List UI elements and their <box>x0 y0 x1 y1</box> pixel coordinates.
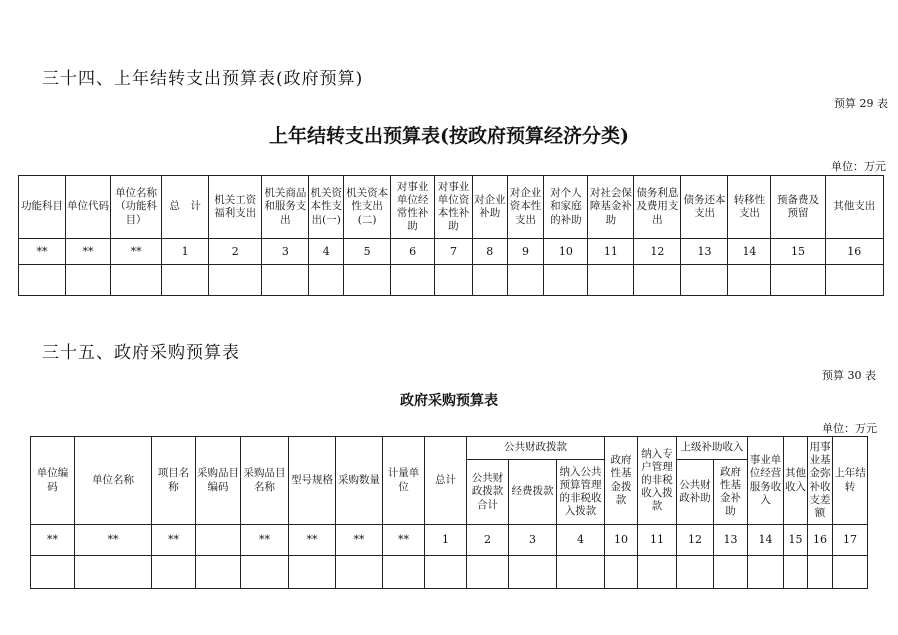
col-header: 单位编码 <box>31 437 75 525</box>
table-cell: 14 <box>748 525 784 556</box>
col-header: 采购品目编码 <box>196 437 241 525</box>
table-cell <box>808 556 833 589</box>
table-number: 预算 29 表 <box>834 97 888 110</box>
unit-label: 单位：万元 <box>831 160 886 173</box>
col-header: 机关工资福利支出 <box>209 176 262 239</box>
table-row <box>31 556 868 589</box>
table-cell <box>681 265 728 296</box>
table-cell: 2 <box>209 239 262 265</box>
col-header: 单位名称 <box>75 437 152 525</box>
col-header: 纳入公共预算管理的非税收入拨款 <box>557 460 605 525</box>
col-group-header: 公共财政拨款 <box>467 437 605 460</box>
carryover-expenditure-table <box>18 175 884 296</box>
col-header: 对企业补助 <box>472 176 507 239</box>
col-header: 其他支出 <box>825 176 883 239</box>
col-group-header: 上级补助收入 <box>677 437 748 460</box>
table-cell: ** <box>383 525 425 556</box>
table-cell <box>31 556 75 589</box>
col-header: 经费拨款 <box>509 460 557 525</box>
col-header: 对企业资本性支出 <box>507 176 544 239</box>
table-cell <box>557 556 605 589</box>
table-cell <box>825 265 883 296</box>
col-header: 其他收入 <box>784 437 808 525</box>
table-cell <box>677 556 714 589</box>
table-cell: ** <box>241 525 289 556</box>
table-cell <box>728 265 771 296</box>
table-cell: 5 <box>344 239 391 265</box>
col-header: 政府性基金补助 <box>714 460 748 525</box>
col-header: 功能科目 <box>19 176 66 239</box>
col-header: 债务还本支出 <box>681 176 728 239</box>
col-header: 计量单位 <box>383 437 425 525</box>
table-cell <box>634 265 681 296</box>
table-cell: 10 <box>544 239 588 265</box>
table-cell <box>152 556 196 589</box>
col-header: 公共财政补助 <box>677 460 714 525</box>
table-title: 上年结转支出预算表(按政府预算经济分类) <box>269 125 629 147</box>
col-header: 机关资本性支出(二) <box>344 176 391 239</box>
table-cell <box>309 265 344 296</box>
col-header: 对事业单位经常性补助 <box>391 176 435 239</box>
table-cell <box>289 556 336 589</box>
table-cell: 1 <box>425 525 467 556</box>
table-cell: ** <box>31 525 75 556</box>
table-cell <box>66 265 111 296</box>
table-cell <box>638 556 677 589</box>
col-header: 政府性基金拨款 <box>605 437 638 525</box>
table-cell: ** <box>111 239 162 265</box>
header-row <box>19 176 884 239</box>
col-header: 项目名称 <box>152 437 196 525</box>
col-header: 上年结转 <box>833 437 868 525</box>
table-cell <box>714 556 748 589</box>
table-cell: 2 <box>467 525 509 556</box>
table-cell <box>509 556 557 589</box>
table-cell: 16 <box>825 239 883 265</box>
table-cell <box>588 265 634 296</box>
col-header: 单位名称（功能科目） <box>111 176 162 239</box>
table-cell: 4 <box>557 525 605 556</box>
table-cell <box>833 556 868 589</box>
col-header: 采购品目名称 <box>241 437 289 525</box>
table-cell <box>344 265 391 296</box>
unit-label: 单位：万元 <box>822 422 877 435</box>
col-header: 预备费及预留 <box>771 176 825 239</box>
table-cell: 1 <box>162 239 209 265</box>
table-cell <box>209 265 262 296</box>
col-header: 型号规格 <box>289 437 336 525</box>
table-cell <box>111 265 162 296</box>
table-row <box>19 239 884 265</box>
table-cell: 14 <box>728 239 771 265</box>
table-cell <box>472 265 507 296</box>
table-cell: ** <box>152 525 196 556</box>
table-cell: 15 <box>771 239 825 265</box>
col-header: 纳入专户管理的非税收入拨款 <box>638 437 677 525</box>
col-header: 采购数量 <box>336 437 383 525</box>
procurement-budget-table <box>30 436 868 589</box>
table-title: 政府采购预算表 <box>400 393 498 409</box>
table-cell: 3 <box>262 239 309 265</box>
table-cell <box>435 265 473 296</box>
table-cell: 12 <box>634 239 681 265</box>
col-header: 事业单位经营服务收入 <box>748 437 784 525</box>
table-cell: 15 <box>784 525 808 556</box>
table-cell <box>241 556 289 589</box>
table-cell: ** <box>75 525 152 556</box>
col-header: 对事业单位资本性补助 <box>435 176 473 239</box>
table-cell <box>162 265 209 296</box>
table-cell <box>383 556 425 589</box>
col-header: 机关资本性支出(一) <box>309 176 344 239</box>
table-cell <box>391 265 435 296</box>
section-heading-35: 三十五、政府采购预算表 <box>42 343 240 363</box>
table-cell: 3 <box>509 525 557 556</box>
table-cell <box>196 556 241 589</box>
col-header: 债务利息及费用支出 <box>634 176 681 239</box>
section-heading-34: 三十四、上年结转支出预算表(政府预算) <box>42 69 364 89</box>
table-cell <box>262 265 309 296</box>
table-cell <box>507 265 544 296</box>
table-cell: 6 <box>391 239 435 265</box>
table-cell <box>605 556 638 589</box>
col-header: 公共财政拨款合计 <box>467 460 509 525</box>
table-cell <box>196 525 241 556</box>
table-cell: 11 <box>638 525 677 556</box>
table-cell: ** <box>19 239 66 265</box>
table-cell <box>75 556 152 589</box>
table-cell: 8 <box>472 239 507 265</box>
table-cell: 13 <box>681 239 728 265</box>
col-header: 用事业基金弥补收支差额 <box>808 437 833 525</box>
col-header: 总 计 <box>162 176 209 239</box>
table-cell <box>784 556 808 589</box>
table-cell: 16 <box>808 525 833 556</box>
table-cell: ** <box>336 525 383 556</box>
table-cell: 9 <box>507 239 544 265</box>
table-row <box>31 525 868 556</box>
col-header: 转移性支出 <box>728 176 771 239</box>
table-cell: 11 <box>588 239 634 265</box>
table-cell: 10 <box>605 525 638 556</box>
header-row <box>31 437 868 460</box>
table-cell: ** <box>289 525 336 556</box>
table-cell <box>748 556 784 589</box>
table-cell: 7 <box>435 239 473 265</box>
table-cell <box>336 556 383 589</box>
table-number: 预算 30 表 <box>822 369 876 382</box>
col-header: 对个人和家庭的补助 <box>544 176 588 239</box>
table-row <box>19 265 884 296</box>
table-cell <box>19 265 66 296</box>
table-cell: 13 <box>714 525 748 556</box>
table-cell: 4 <box>309 239 344 265</box>
table-cell <box>771 265 825 296</box>
table-cell: 17 <box>833 525 868 556</box>
col-header: 机关商品和服务支出 <box>262 176 309 239</box>
col-header: 总计 <box>425 437 467 525</box>
table-cell <box>467 556 509 589</box>
table-cell <box>425 556 467 589</box>
table-cell: 12 <box>677 525 714 556</box>
col-header: 单位代码 <box>66 176 111 239</box>
table-cell: ** <box>66 239 111 265</box>
table-cell <box>544 265 588 296</box>
col-header: 对社会保障基金补助 <box>588 176 634 239</box>
